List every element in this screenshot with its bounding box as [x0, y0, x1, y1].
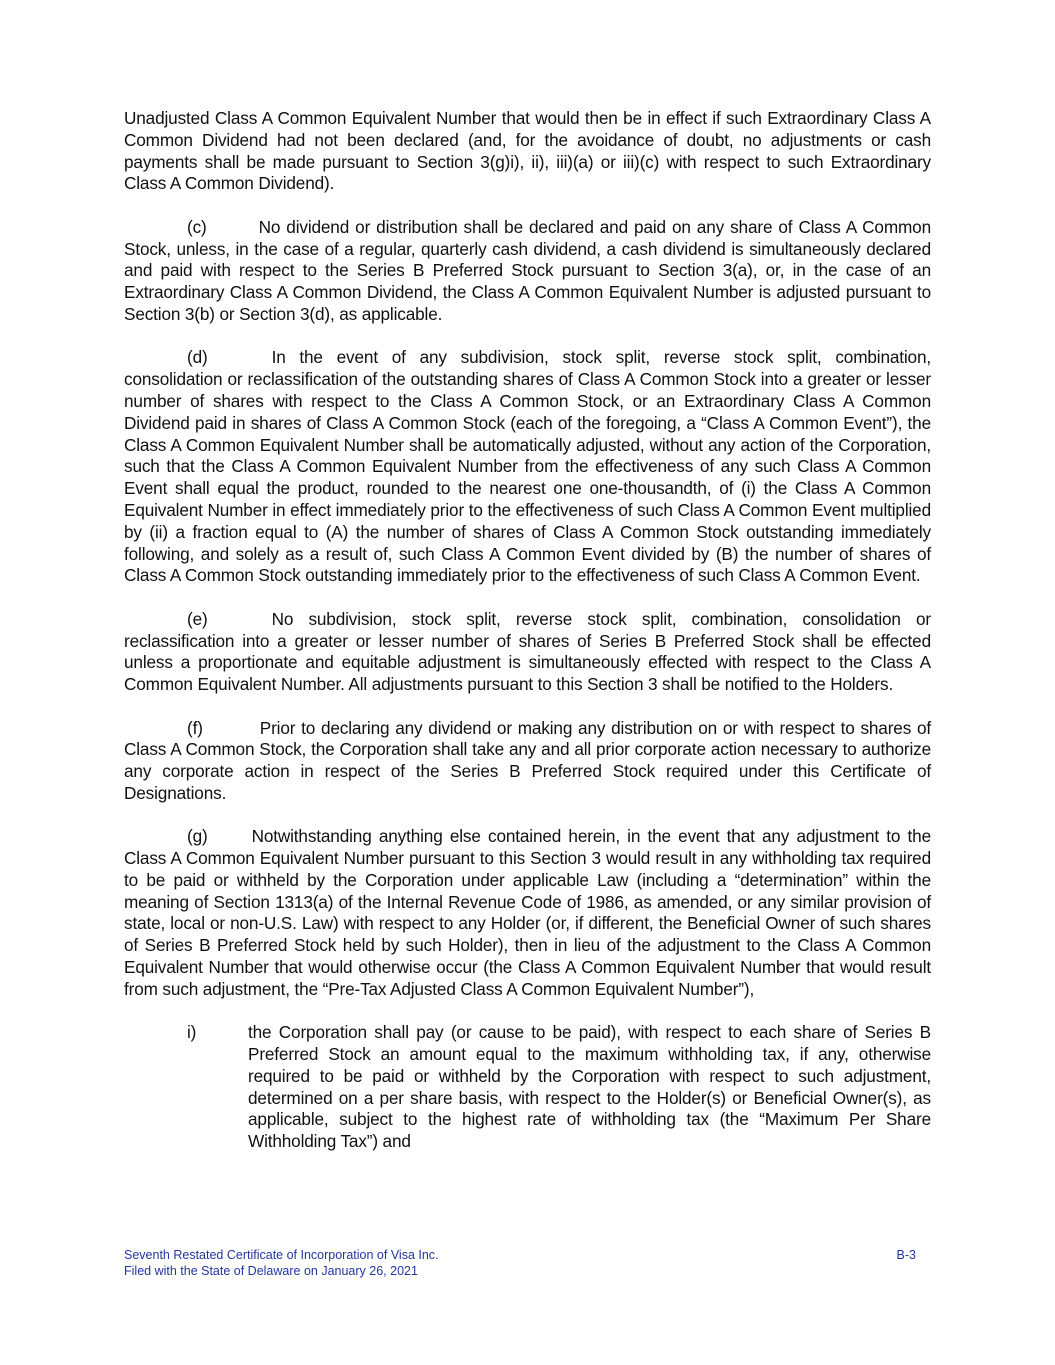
page-number: B-3 [896, 1248, 916, 1262]
paragraph-c [124, 217, 931, 326]
paragraph-text: Prior to declaring any dividend or making any distribution on or with respect to shares of Class A Common Stock, the Corporation shall take any and all prior corporate action necessary to authorize any corporate action in respect of the Series B Preferred Stock required under this Certificate of Designations. [124, 717, 931, 803]
paragraph-text: No dividend or distribution shall be declared and paid on any share of Class A Common Stock, unless, in the case of a regular, quarterly cash dividend, a cash dividend is simultaneously declared and paid with respect to the Series B Preferred Stock pursuant to Section 3(a), or, in the case of an Extraordinary Class A Common Dividend, the Class A Common Equivalent Number is adjusted pursuant to Section 3(b) or Section 3(d), as applicable. [124, 216, 931, 324]
paragraph-label: (c) [187, 216, 207, 237]
paragraph-label: (g) [187, 826, 208, 847]
continuation-paragraph [124, 108, 931, 195]
paragraph-text: In the event of any subdivision, stock split, reverse stock split, combination, consolidation or reclassification of the outstanding shares of Class A Common Stock into a greater or lesser number of shares with respect to the Class A Common Stock, or an Extraordinary Class A Common Dividend paid in shares of Class A Common Stock (each of the foregoing, a “Class A Common Event”), the Class A Common Equivalent Number shall be automatically adjusted, without any action of the Corporation, such that the Class A Common Equivalent Number from the effectiveness of any such Class A Common Event shall equal the product, rounded to the nearest one one-thousandth, of (i) the Class A Common Equivalent Number in effect immediately prior to the effectiveness of such Class A Common Event multiplied by (ii) a fraction equal to (A) the number of shares of Class A Common Stock outstanding immediately following, and solely as a result of, such Class A Common Event divided by (B) the number of shares of Class A Common Stock outstanding immediately prior to the effectiveness of such Class A Common Event. [124, 347, 931, 586]
paragraph-label: (f) [187, 717, 203, 738]
list-item-text: the Corporation shall pay (or cause to be paid), with respect to each share of Series B Preferred Stock an amount equal to the maximum withholding tax, if any, otherwise required to be paid or withheld by the Corporation with respect to such adjustment, determined on a per share basis, with respect to the Holder(s) or Beneficial Owner(s), as applicable, subject to the highest rate of withholding tax (the “Maximum Per Share Withholding Tax”) and [248, 1022, 931, 1152]
page-footer [124, 1247, 916, 1279]
paragraph-d [124, 347, 931, 587]
paragraph-label: (d) [187, 347, 208, 368]
footer-filing-date: Filed with the State of Delaware on January 26, 2021 [124, 1264, 418, 1278]
list-marker: i) [187, 1022, 197, 1043]
list-item-i [124, 1022, 931, 1153]
paragraph-label: (e) [187, 608, 208, 629]
paragraph-text: Unadjusted Class A Common Equivalent Number that would then be in effect if such Extraordinary Class A Common Dividend had not been declared (and, for the avoidance of doubt, no adjustments or cash payments shall be made pursuant to Section 3(g)i), ii), iii)(a) or iii)(c) with respect to such Extraordinary Class A Common Dividend). [124, 108, 931, 194]
paragraph-e [124, 609, 931, 696]
paragraph-text: Notwithstanding anything else contained herein, in the event that any adjustment to the Class A Common Equivalent Number pursuant to this Section 3 would result in any withholding tax required to be paid or withheld by the Corporation under applicable Law (including a “determination” within the meaning of Section 1313(a) of the Internal Revenue Code of 1986, as amended, or any similar provision of state, local or non-U.S. Law) with respect to any Holder (or, if different, the Beneficial Owner of such shares of Series B Preferred Stock held by such Holder), then in lieu of the adjustment to the Class A Common Equivalent Number that would otherwise occur (the Class A Common Equivalent Number that would result from such adjustment, the “Pre-Tax Adjusted Class A Common Equivalent Number”), [124, 826, 931, 999]
paragraph-text: No subdivision, stock split, reverse stock split, combination, consolidation or reclassification into a greater or lesser number of shares of Series B Preferred Stock shall be effected unless a proportionate and equitable adjustment is simultaneously effected with respect to the Class A Common Equivalent Number. All adjustments pursuant to this Section 3 shall be notified to the Holders. [124, 608, 931, 695]
footer-document-title: Seventh Restated Certificate of Incorporation of Visa Inc. [124, 1248, 439, 1262]
document-page [124, 108, 931, 1153]
paragraph-f [124, 718, 931, 805]
paragraph-g [124, 826, 931, 1000]
